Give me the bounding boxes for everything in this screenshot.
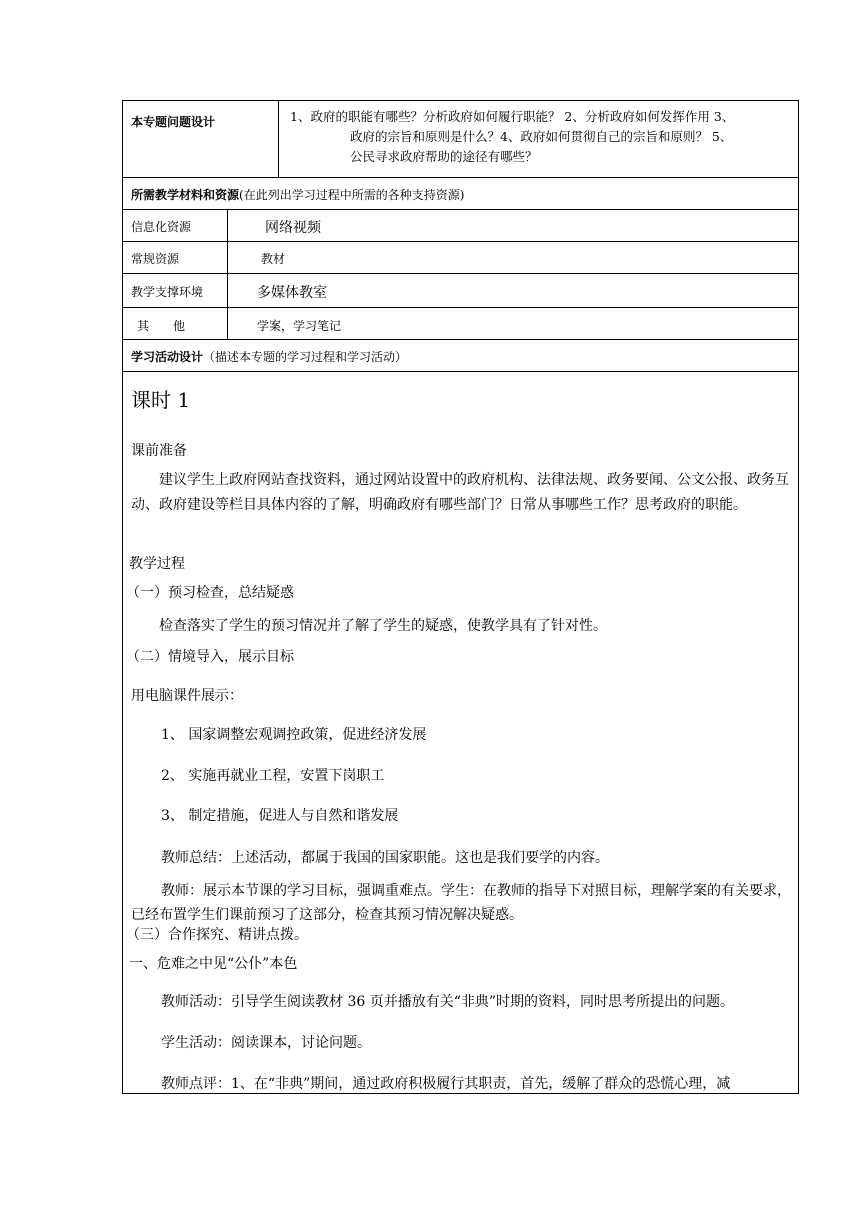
resource-row-environment: [123, 274, 798, 308]
teacher-comment: 教师点评：1、在“非典”期间，通过政府积极履行其职责，首先，缓解了群众的恐慌心理，减: [161, 1076, 731, 1092]
student-activity: 学生活动：阅读课本，讨论问题。: [161, 1035, 371, 1051]
activities-heading-row: [123, 340, 798, 372]
resource-label: 信息化资源: [131, 220, 192, 234]
materials-heading: 所需教学材料和资源(在此列出学习过程中所需的各种支持资源): [131, 188, 465, 202]
resource-value: 网络视频: [265, 220, 321, 236]
lesson-title: 课时 1: [131, 388, 191, 412]
prep-paragraph: 建议学生上政府网站查找资料，通过网站设置中的政府机构、法律法规、政务要闻、公文公报、政务互动、政府建设等栏目具体内容的了解，明确政府有哪些部门？日常从事哪些工作？思考政府的职能。: [131, 472, 789, 513]
lesson-body: [123, 372, 798, 1093]
list-item: 1、 国家调整宏观调控政策，促进经济发展: [161, 727, 427, 743]
topic-question-line-1: 1、政府的职能有哪些？分析政府如何履行职能？ 2、分析政府如何发挥作用 3、: [290, 109, 735, 124]
teacher-summary: 教师总结：上述活动，都属于我国的国家职能。这也是我们要学的内容。: [161, 850, 609, 866]
materials-heading-note: (在此列出学习过程中所需的各种支持资源): [239, 188, 465, 202]
list-item: 2、 实施再就业工程，安置下岗职工: [161, 768, 385, 784]
lesson-plan-table: [122, 100, 799, 1094]
list-item: 3、 制定措施，促进人与自然和谐发展: [161, 808, 399, 824]
teacher-activity: 教师活动：引导学生阅读教材 36 页并播放有关“非典”时期的资料，同时思考所提出的问题。: [161, 994, 735, 1010]
resource-row-other: [123, 308, 798, 340]
step-1-heading: （一）预习检查，总结疑惑: [126, 585, 294, 601]
resource-row-regular: [123, 242, 798, 274]
step-3-heading: （三）合作探究、精讲点拨。: [126, 927, 308, 943]
activities-heading: 学习活动设计（描述本专题的学习过程和学习活动）: [131, 350, 408, 364]
resource-value: 教材: [261, 252, 286, 266]
activities-heading-note: （描述本专题的学习过程和学习活动）: [203, 350, 408, 364]
topic-design-questions: [282, 107, 792, 167]
topic-question-line-3: 公民寻求政府帮助的途径有哪些？: [350, 149, 538, 164]
resource-label: 其 他: [137, 319, 186, 333]
topic-design-row: [123, 101, 798, 178]
topic-question-line-2: 政府的宗旨和原则是什么？4、政府如何贯彻自己的宗旨和原则？ 5、: [350, 129, 733, 144]
resource-row-info: [123, 210, 798, 242]
process-heading: 教学过程: [129, 556, 185, 572]
prep-heading: 课前准备: [131, 443, 187, 459]
teacher-goal-paragraph: 教师：展示本节课的学习目标，强调重难点。学生：在教师的指导下对照目标，理解学案的有关要求，已经布置学生们课前预习了这部分，检查其预习情况解决疑惑。: [131, 883, 791, 923]
resource-label: 教学支撑环境: [131, 285, 204, 299]
topic-design-label: 本专题问题设计: [131, 115, 216, 129]
resource-value: 学案，学习笔记: [257, 319, 342, 333]
resource-label: 常规资源: [131, 252, 180, 266]
materials-heading-row: [123, 178, 798, 210]
resource-value: 多媒体教室: [257, 285, 327, 301]
step-2-heading: （二）情境导入，展示目标: [126, 649, 294, 665]
show-intro: 用电脑课件展示：: [131, 688, 243, 704]
step-1-text: 检查落实了学生的预习情况并了解了学生的疑惑，使教学具有了针对性。: [159, 618, 607, 634]
section-1-heading: 一、危难之中见“公仆”本色: [129, 956, 298, 972]
